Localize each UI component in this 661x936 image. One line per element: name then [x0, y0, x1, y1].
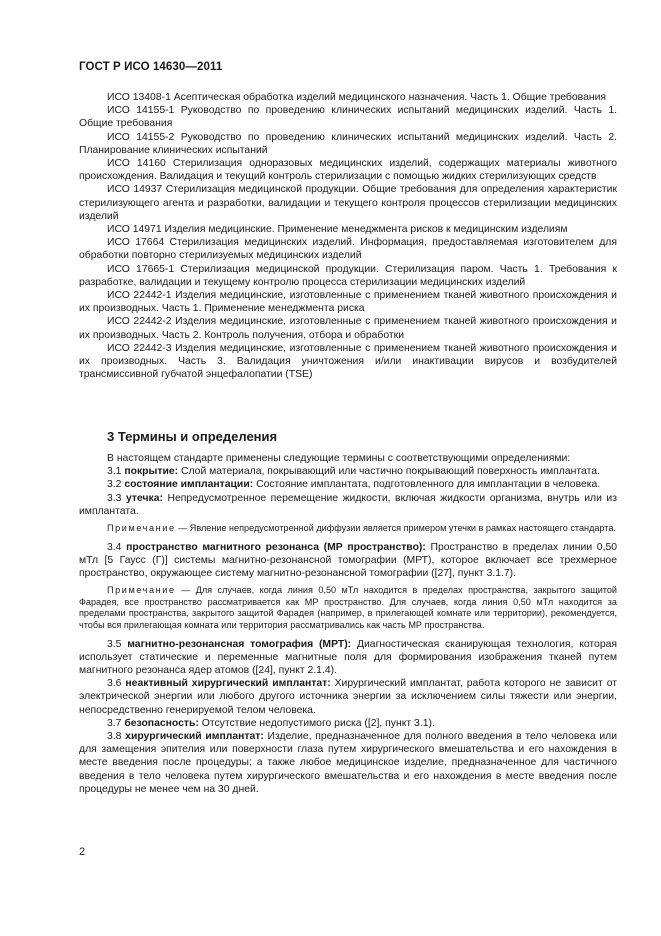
term-3-6 [79, 677, 617, 717]
section-intro: В настоящем стандарте применены следующие термины с соответствующими определениями: [107, 453, 571, 464]
term-name: пространство магнитного резонанса (МР пространство): [126, 541, 426, 553]
term-definition: Диагностическая сканирующая технология, которая использует статические и переменные магнитные поля для формирования изображения тканей путем магнитного резонанса ядер атомов ([24], пункт 2.1.4). [79, 638, 618, 676]
reference-item: ИСО 17664 Стерилизация медицинских изделий. Информация, предоставляемая изготовителем для обработки повторно стерилизуемых медицинских изделий [79, 237, 617, 262]
term-number: 3.4 [107, 541, 122, 553]
note-text: — Явление непредусмотренной диффузии является примером утечки в рамках настоящего стандарта. [178, 523, 616, 534]
section-title: 3 Термины и определения [107, 429, 278, 444]
term-number: 3.7 [107, 717, 122, 729]
normative-references [79, 91, 617, 381]
term-name: безопасность: [124, 717, 199, 729]
terms-section [79, 452, 617, 796]
term-3-1 [79, 465, 617, 478]
term-name: состояние имплантации: [124, 479, 254, 491]
term-definition: Изделие, предназначенное для полного введения в тело человека или для замещения эпителия или поверхности глаза путем хирургического вмешательства и его нахождения в месте введения после процедуры; а также любое медицинское изделие, предназначенное для частичного введения в тело человека путем хирургического вмешательства и его нахождения в месте введения после процедуры не менее чем на 30 дней. [79, 731, 618, 795]
reference-item: ИСО 13408-1 Асептическая обработка изделий медицинского назначения. Часть 1. Общие требования [107, 92, 607, 103]
term-3-5 [79, 638, 617, 678]
note-label: Примечание [107, 585, 176, 596]
term-3-2 [79, 478, 617, 491]
term-3-3 [79, 492, 617, 518]
term-number: 3.2 [107, 479, 122, 491]
reference-item: ИСО 22442-1 Изделия медицинские, изготовленные с применением тканей животного происхождения и их производных. Часть 1. Применение менеджмента риска [79, 290, 617, 315]
term-definition: Хирургический имплантат, работа которого не зависит от электрической энергии или любого другого источника энергии за исключением силы тяжести или энергии, непосредственно генерируемой телом человека. [79, 678, 618, 716]
reference-item: ИСО 17665-1 Стерилизация медицинской продукции. Стерилизация паром. Часть 1. Требования к разработке, валидации и текущему контролю процесса стерилизации медицинских изделий [79, 263, 617, 288]
term-3-7 [79, 717, 617, 730]
term-name: утечка: [125, 492, 163, 504]
term-definition: Отсутствие недопустимого риска ([2], пункт 3.1). [201, 717, 435, 729]
term-number: 3.1 [107, 466, 122, 478]
note-text: — Для случаев, когда линия 0,50 мТл находится в пределах пространства, закрытого защитой Фарадея, все пространство рассматривается как МР пространство. Для случаев, когда линия 0,50 мТл находится за пределами пространства, закрытого защитой Фарадея (например, в прилегающей комнате или территории), рекомендуется, чтобы вся прилегающая комната или территория рассматривались как часть МР пространства. [79, 585, 618, 630]
reference-item: ИСО 14971 Изделия медицинские. Применение менеджмента рисков к медицинским изделиям [107, 224, 568, 236]
reference-item: ИСО 14155-2 Руководство по проведению клинических испытаний медицинских изделий. Часть 2. Планирование клинических испытаний [79, 131, 617, 156]
term-3-8 [79, 730, 617, 796]
note-label: Примечание [107, 523, 176, 534]
term-definition: Непредусмотренное перемещение жидкости, включая жидкости организма, внутрь или из имплантата. [79, 492, 617, 517]
note-3-3 [79, 523, 617, 535]
standard-header: ГОСТ Р ИСО 14630—2011 [79, 61, 223, 73]
term-number: 3.3 [107, 492, 122, 504]
term-name: покрытие: [124, 466, 179, 478]
term-definition: Слой материала, покрывающий или частично покрывающий поверхность имплантата. [181, 466, 600, 478]
reference-item: ИСО 22442-3 Изделия медицинские, изготовленные с применением тканей животного происхождения и их производных. Часть 3. Валидация уничтожения и/или инактивации вирусов и возбудителей трансмиссивной губчатой энцефалопатии (TSE) [79, 342, 617, 381]
reference-item: ИСО 22442-2 Изделия медицинские, изготовленные с применением тканей животного происхождения и их производных. Часть 2. Контроль получения, отбора и обработки [79, 316, 617, 341]
reference-item: ИСО 14155-1 Руководство по проведению клинических испытаний медицинских изделий. Часть 1. Общие требования [79, 105, 617, 130]
term-number: 3.5 [107, 638, 122, 650]
term-number: 3.8 [107, 731, 122, 743]
note-3-4 [79, 585, 617, 631]
term-name: хирургический имплантат: [125, 731, 264, 743]
term-definition: Состояние имплантата, подготовленного для имплантации в человека. [256, 479, 601, 491]
page-number: 2 [79, 846, 86, 858]
reference-item: ИСО 14160 Стерилизация одноразовых медицинских изделий, содержащих материалы животного происхождения. Валидация и текущий контроль стерилизации с помощью жидких стерилизующих средств [79, 158, 617, 183]
term-name: магнитно-резонансная томография (МРТ): [127, 638, 352, 650]
term-name: неактивный хирургический имплантат: [125, 678, 331, 690]
term-definition: Пространство в пределах линии 0,50 мТл [5 Гаусс (Г)] системы магнитно-резонансной томографии (МРТ), которое включает все трехмерное пространство, окружающее систему магнитно-резонансной томографии ([27], пункт 3.1.7). [79, 541, 618, 580]
term-3-4 [79, 541, 617, 581]
reference-item: ИСО 14937 Стерилизация медицинской продукции. Общие требования для определения характеристик стерилизующего агента и разработки, валидации и текущего контроля процессов стерилизации медицинских изделий [79, 184, 617, 222]
term-number: 3.6 [107, 678, 122, 690]
